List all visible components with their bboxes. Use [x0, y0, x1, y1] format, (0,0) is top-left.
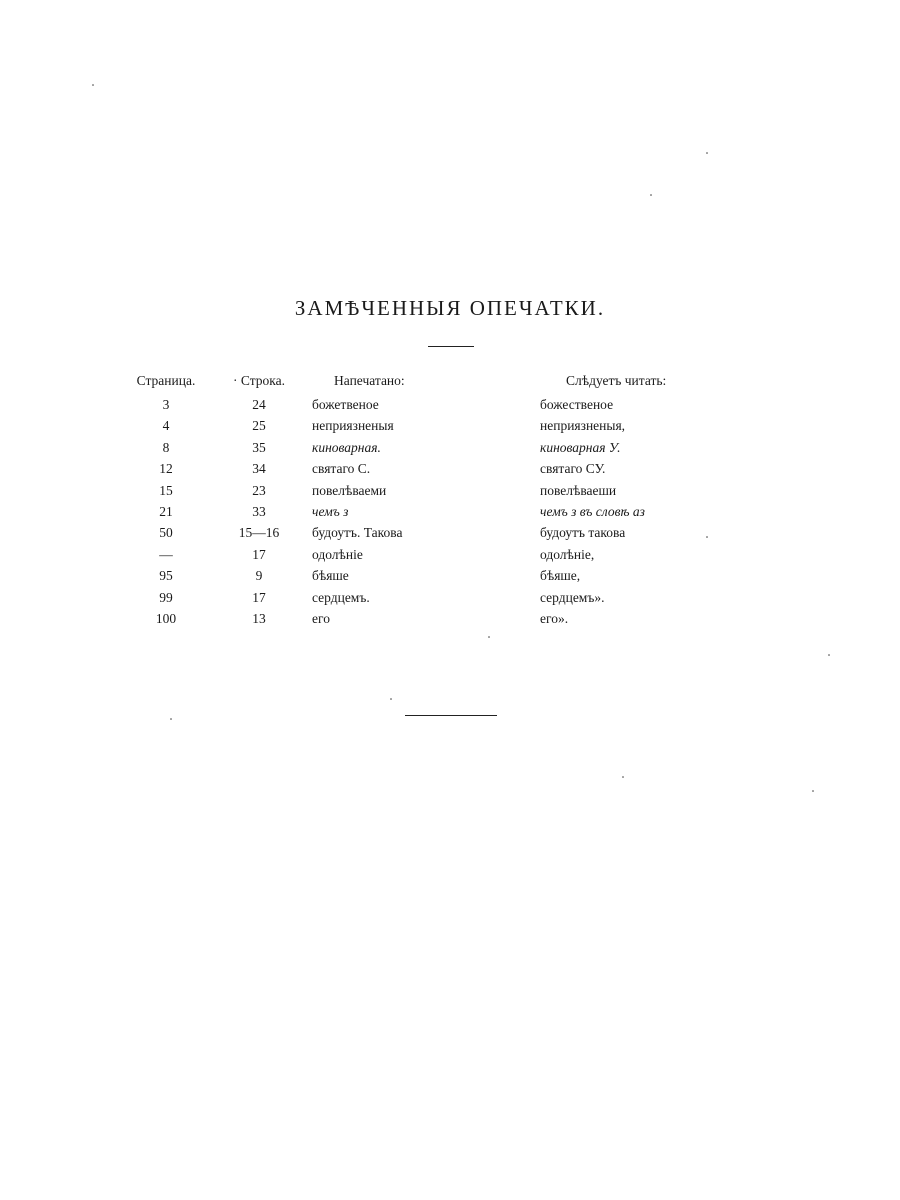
cell-read: будоутъ такова — [540, 525, 626, 541]
cell-line: 9 — [255, 568, 263, 584]
cell-read: божественое — [540, 397, 614, 412]
cell-printed: божетвеное — [312, 397, 379, 412]
errata-table — [120, 370, 720, 629]
scan-speck — [828, 654, 830, 656]
title-divider — [428, 346, 474, 347]
scan-speck — [92, 84, 94, 86]
cell-page: 21 — [159, 503, 173, 519]
cell-line: 23 — [252, 482, 266, 498]
header-read: Слѣдуетъ читать: — [566, 373, 667, 388]
cell-line: 17 — [252, 589, 266, 605]
table-row — [120, 415, 720, 436]
scan-speck — [812, 790, 814, 792]
cell-line: 34 — [252, 461, 266, 477]
cell-page: 4 — [162, 418, 170, 434]
header-printed: Напечатано: — [334, 373, 405, 388]
cell-line: 33 — [252, 503, 266, 519]
scan-speck — [622, 776, 624, 778]
cell-line: 15—16 — [238, 525, 280, 541]
cell-page: 99 — [159, 589, 173, 605]
cell-page: 100 — [155, 610, 177, 626]
header-page: Страница. — [136, 373, 196, 388]
scan-speck — [706, 152, 708, 154]
cell-printed: святаго С. — [312, 461, 371, 477]
cell-read: киноварная У. — [540, 439, 621, 455]
cell-page: 12 — [159, 461, 173, 477]
cell-printed: киноварная. — [312, 439, 381, 455]
cell-printed: неприязненыя — [312, 418, 394, 434]
cell-read: повелѣваеши — [540, 482, 617, 498]
page-title: ЗАМѢЧЕННЫЯ ОПЕЧАТКИ. — [294, 296, 606, 320]
table-row — [120, 501, 720, 522]
closing-divider — [405, 715, 497, 716]
cell-page: 95 — [159, 568, 173, 584]
cell-read: одолѣніе, — [540, 546, 595, 562]
header-line: · Строка. — [233, 373, 285, 388]
cell-page: 3 — [162, 397, 170, 412]
cell-page: 8 — [162, 439, 170, 455]
cell-read: чемъ з въ словѣ аз — [540, 503, 645, 519]
scan-speck — [650, 194, 652, 196]
table-row — [120, 394, 720, 415]
table-row — [120, 458, 720, 479]
scan-speck — [488, 636, 490, 638]
table-row — [120, 480, 720, 501]
cell-read: неприязненыя, — [540, 418, 626, 434]
cell-printed: его — [312, 610, 330, 626]
scan-speck — [390, 698, 392, 700]
cell-read: его». — [540, 610, 569, 626]
scan-speck — [170, 718, 172, 720]
table-row — [120, 437, 720, 458]
cell-read: сердцемъ». — [540, 589, 605, 605]
table-header — [120, 370, 720, 392]
cell-printed: чемъ з — [312, 503, 349, 519]
table-row — [120, 587, 720, 608]
cell-line: 24 — [252, 397, 266, 412]
cell-read: святаго СУ. — [540, 461, 606, 477]
table-row — [120, 544, 720, 565]
table-row — [120, 565, 720, 586]
cell-line: 17 — [252, 546, 266, 562]
cell-printed: одолѣніе — [312, 546, 363, 562]
table-row — [120, 608, 720, 629]
cell-printed: будоутъ. Такова — [312, 525, 403, 541]
cell-read: бѣяше, — [540, 568, 581, 584]
cell-line: 25 — [252, 418, 266, 434]
cell-line: 35 — [252, 439, 266, 455]
table-row — [120, 522, 720, 543]
scan-speck — [706, 536, 708, 538]
cell-printed: бѣяше — [312, 568, 349, 584]
cell-printed: повелѣваеми — [312, 482, 387, 498]
cell-line: 13 — [252, 610, 266, 626]
cell-page: 15 — [159, 482, 173, 498]
cell-page: 50 — [159, 525, 173, 541]
cell-page: — — [159, 546, 173, 562]
cell-printed: сердцемъ. — [312, 589, 370, 605]
